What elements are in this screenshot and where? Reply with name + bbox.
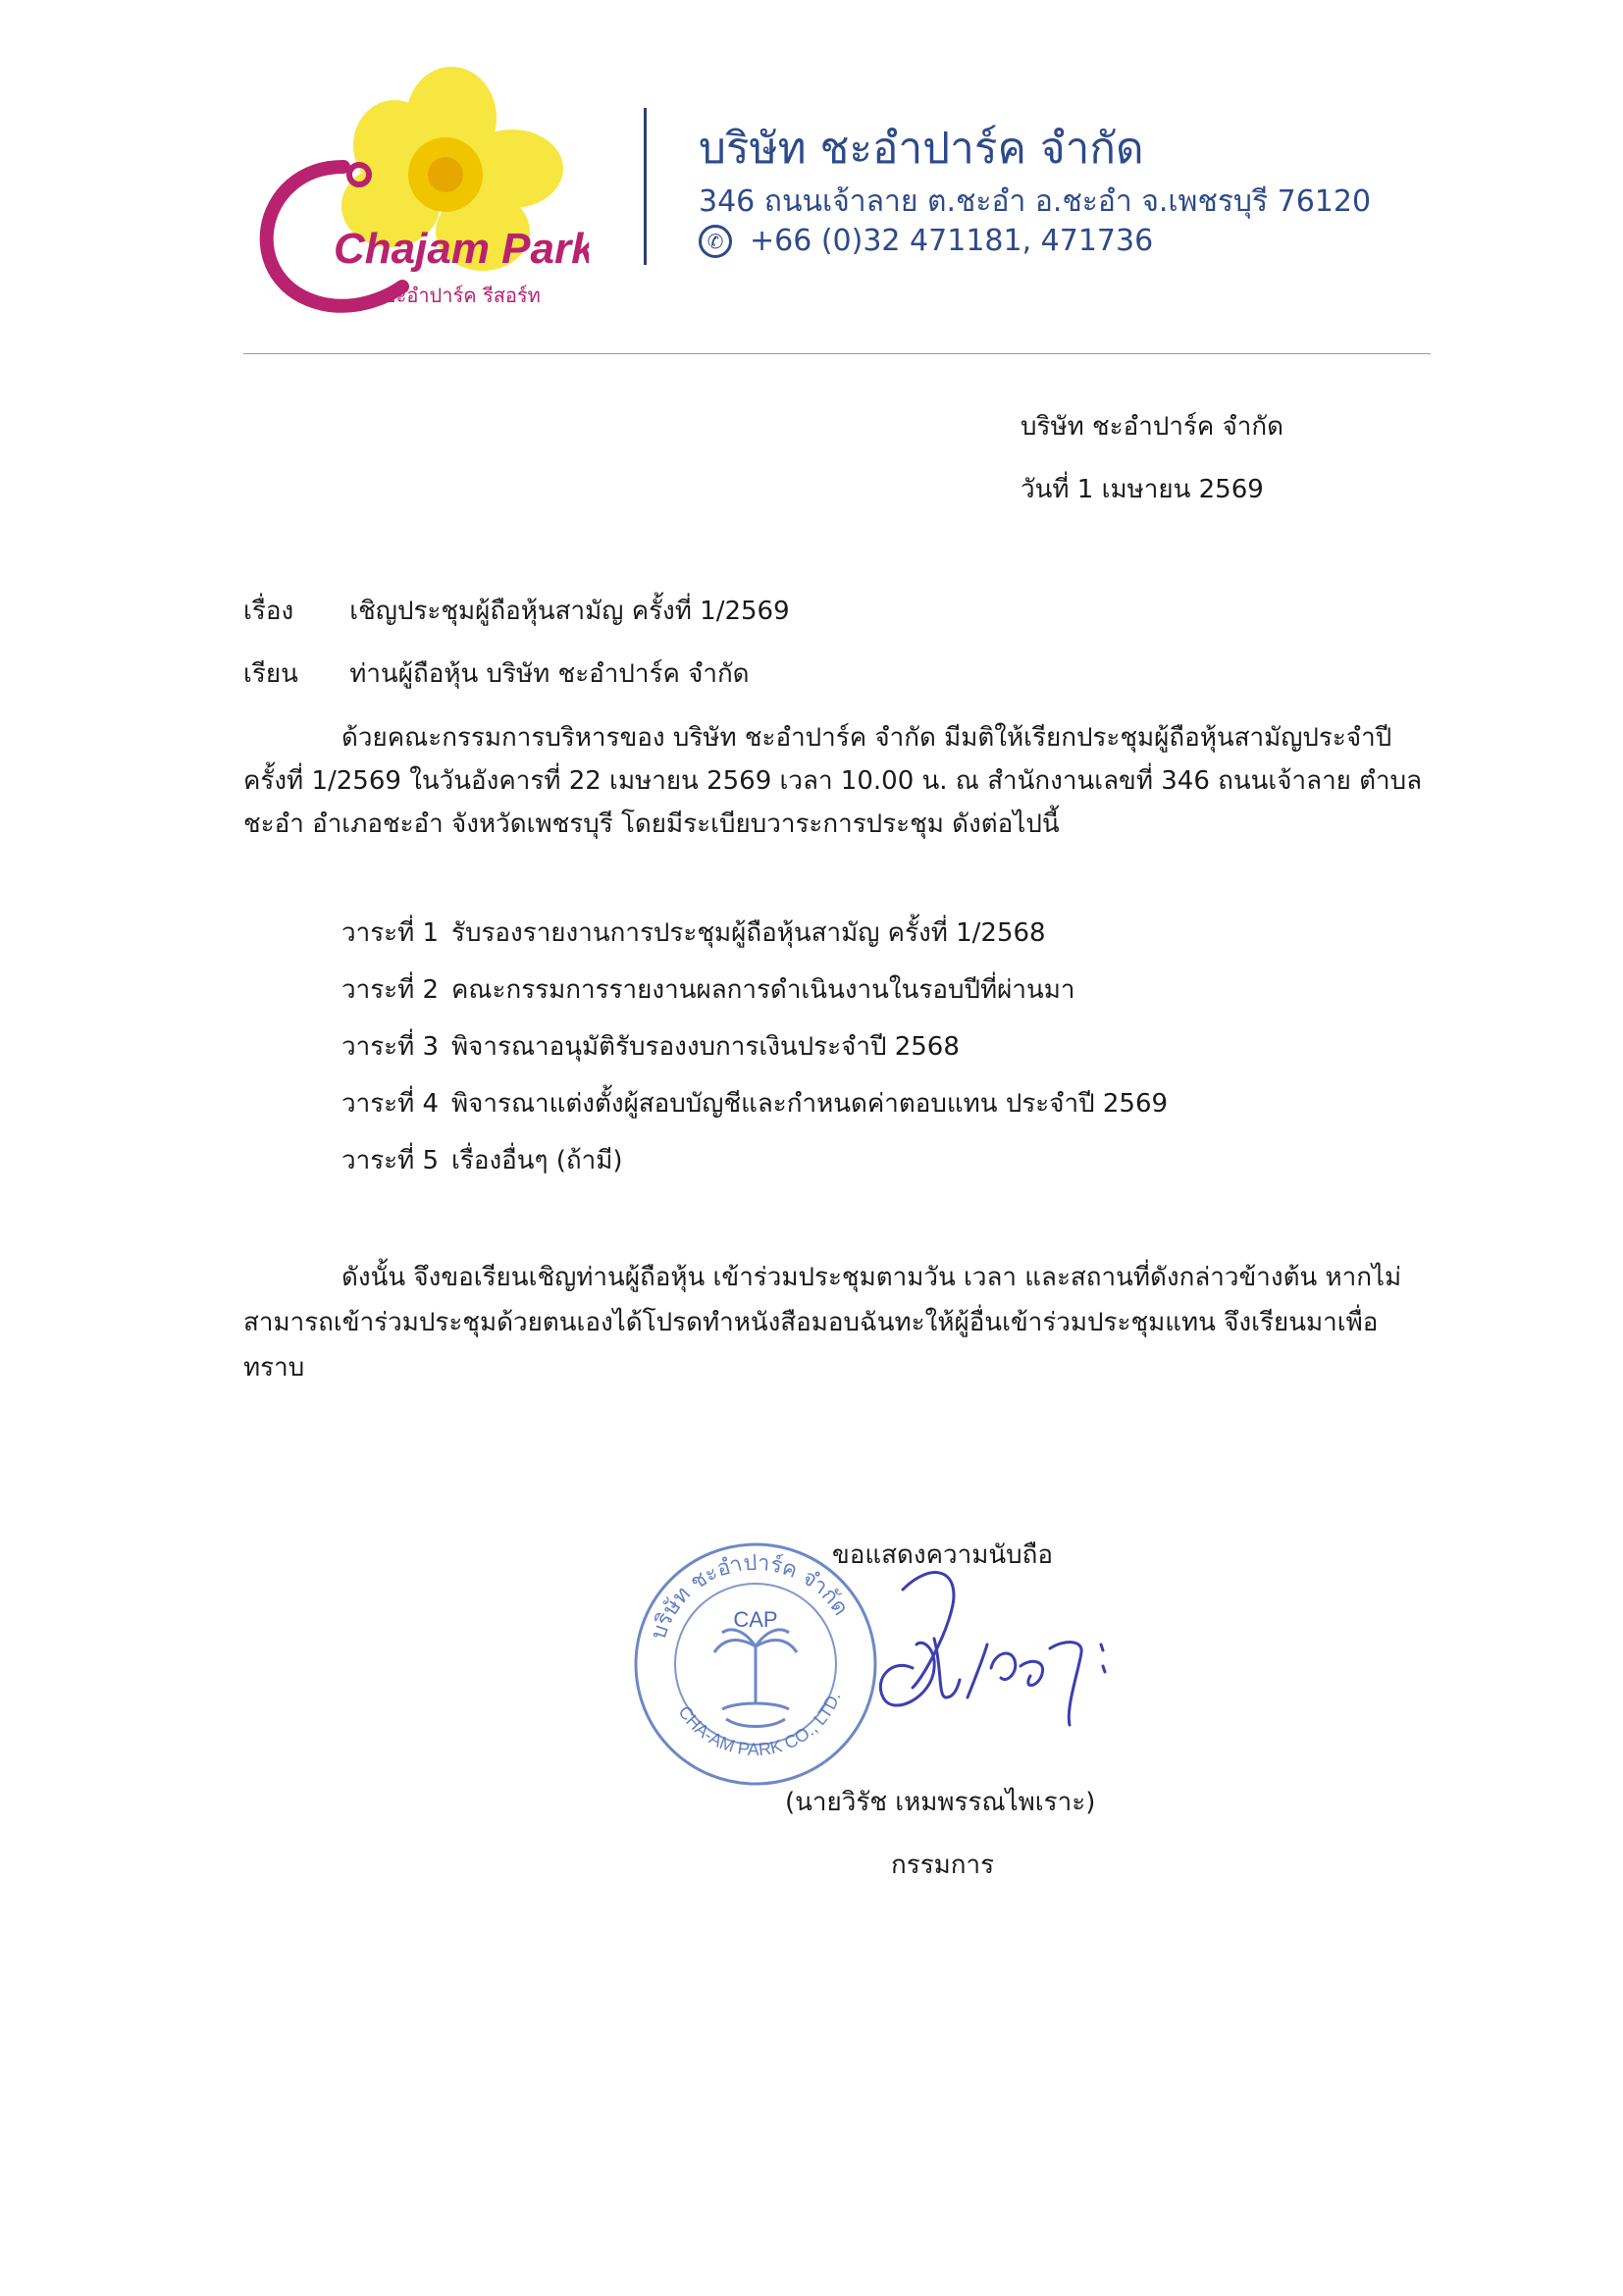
company-name: บริษัท ชะอำปาร์ค จำกัด [699, 124, 1144, 174]
signatory-title: กรรมการ [891, 1851, 995, 1880]
subject-text: เชิญประชุมผู้ถือหุ้นสามัญ ครั้งที่ 1/2569 [349, 597, 790, 626]
seal-thai-text: บริษัท ชะอำปาร์ค จำกัด [646, 1550, 854, 1644]
intro-line-1: ด้วยคณะกรรมการบริหารของ บริษัท ชะอำปาร์ค จำกัด มีมติให้เรียกประชุมผู้ถือหุ้นสามัญประจำปี [341, 723, 1392, 753]
agenda-text: คณะกรรมการรายงานผลการดำเนินงานในรอบปีที่ผ่านมา [451, 975, 1075, 1005]
company-address: 346 ถนนเจ้าลาย ต.ชะอำ อ.ชะอำ จ.เพชรบุรี 76120 [699, 184, 1372, 219]
intro-line-3: ชะอำ อำเภอชะอำ จังหวัดเพชรบุรี โดยมีระเบียบวาระการประชุม ดังต่อไปนี้ [243, 809, 1060, 839]
agenda-number: วาระที่ 3 [341, 1032, 440, 1062]
closing-line-2: สามารถเข้าร่วมประชุมด้วยตนเองได้โปรดทำหนังสือมอบฉันทะให้ผู้อื่นเข้าร่วมประชุมแทน จึงเรียนมาเพื่อ [243, 1308, 1379, 1337]
agenda-item [341, 969, 1074, 1010]
company-seal [628, 1537, 883, 1792]
agenda-text: พิจารณาอนุมัติรับรองงบการเงินประจำปี 2568 [451, 1032, 960, 1062]
handwritten-signature [873, 1550, 1158, 1766]
closing-line-1: ดังนั้น จึงขอเรียนเชิญท่านผู้ถือหุ้น เข้าร่วมประชุมตามวัน เวลา และสถานที่ดังกล่าวข้างต้น หากไม่ [341, 1263, 1402, 1292]
company-phone: +66 (0)32 471181, 471736 [750, 224, 1154, 258]
agenda-item [341, 1140, 623, 1180]
agenda-number: วาระที่ 5 [341, 1146, 440, 1175]
phone-icon: ✆ [699, 225, 732, 258]
addressee-text: ท่านผู้ถือหุ้น บริษัท ชะอำปาร์ค จำกัด [349, 659, 750, 689]
signatory-name: (นายวิรัช เหมพรรณไพเราะ) [785, 1788, 1096, 1817]
agenda-item [341, 1026, 960, 1067]
agenda-number: วาระที่ 1 [341, 918, 440, 948]
intro-line-2: ครั้งที่ 1/2569 ในวันอังคารที่ 22 เมษายน 2569 เวลา 10.00 น. ณ สำนักงานเลขที่ 346 ถนนเจ้าลาย ตำบล [243, 766, 1423, 796]
letterhead-divider [644, 108, 647, 265]
seal-abbr: CAP [733, 1607, 778, 1632]
subject-label: เรื่อง [243, 597, 294, 626]
company-logo [236, 59, 589, 334]
logo-subtext: ชะอำปาร์ค รีสอร์ท [383, 284, 541, 307]
header-rule [243, 353, 1431, 354]
letter-date: วันที่ 1 เมษายน 2569 [1021, 475, 1264, 504]
salutation: ขอแสดงความนับถือ [832, 1540, 1053, 1570]
agenda-text: รับรองรายงานการประชุมผู้ถือหุ้นสามัญ ครั้งที่ 1/2568 [451, 918, 1046, 948]
agenda-item [341, 913, 1046, 953]
palm-tree-icon [714, 1630, 797, 1727]
agenda-item [341, 1083, 1168, 1123]
agenda-number: วาระที่ 4 [341, 1089, 440, 1119]
seal-english-text: CHA-AM PARK CO., LTD. [674, 1689, 845, 1760]
logo-wordmark: Chajam Park [334, 225, 589, 273]
signature-graphic [873, 1550, 1158, 1766]
closing-line-3: ทราบ [243, 1353, 305, 1383]
seal-graphic [628, 1537, 883, 1792]
sender-company: บริษัท ชะอำปาร์ค จำกัด [1021, 412, 1284, 442]
frangipani-logo-graphic [236, 59, 589, 334]
agenda-text: พิจารณาแต่งตั้งผู้สอบบัญชีและกำหนดค่าตอบแทน ประจำปี 2569 [451, 1089, 1169, 1119]
agenda-number: วาระที่ 2 [341, 975, 440, 1005]
subject-line [243, 591, 790, 631]
company-phone-row [699, 224, 1153, 258]
addressee-line [243, 653, 750, 694]
addressee-label: เรียน [243, 659, 298, 689]
svg-text:CHA-AM PARK CO., LTD. [674, 1690, 844, 1759]
agenda-text: เรื่องอื่นๆ (ถ้ามี) [451, 1146, 623, 1175]
